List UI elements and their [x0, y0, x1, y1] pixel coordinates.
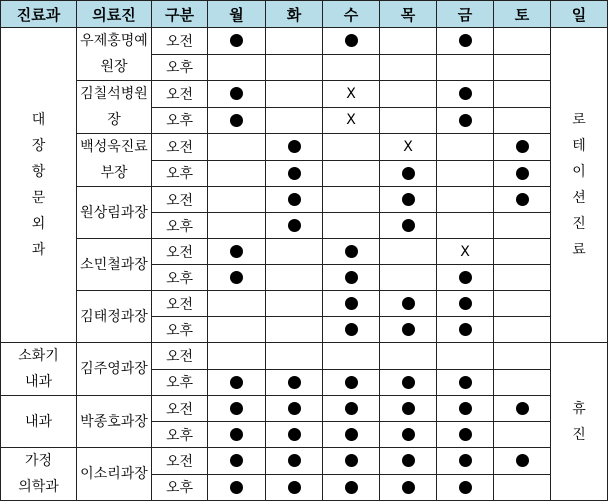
doctor-name	[77, 396, 152, 448]
sunday-rotation-line: 료	[572, 242, 586, 258]
schedule-cell-mon	[208, 396, 266, 422]
schedule-cell-fri	[437, 239, 494, 265]
schedule-cell-tue	[266, 187, 323, 213]
doctor-name	[77, 81, 152, 134]
available-dot-icon	[230, 245, 243, 258]
session-label: 오전	[152, 396, 208, 422]
available-dot-icon	[459, 481, 472, 494]
doctor-name-line: 김주영	[80, 361, 121, 377]
schedule-cell-fri	[437, 396, 494, 422]
doctor-name-line: 과장	[120, 413, 148, 430]
available-dot-icon	[230, 271, 243, 284]
available-dot-icon	[288, 193, 301, 206]
schedule-cell-thu	[380, 291, 437, 317]
department-name-line: 항	[31, 164, 46, 180]
schedule-cell-fri	[437, 448, 494, 475]
doctor-name	[77, 187, 152, 239]
schedule-row	[1, 343, 608, 370]
department-name	[1, 343, 77, 396]
schedule-cell-mon	[208, 369, 266, 396]
session-label: 오후	[152, 160, 208, 187]
available-dot-icon	[402, 193, 415, 206]
doctor-name-line: 박종호	[80, 413, 121, 430]
schedule-cell-sat	[494, 213, 551, 239]
available-dot-icon	[402, 481, 415, 494]
schedule-cell-mon	[208, 265, 266, 291]
schedule-cell-sat	[494, 265, 551, 291]
doctor-name-line: 소민철	[80, 256, 121, 273]
schedule-cell-wed	[323, 369, 380, 396]
available-dot-icon	[288, 428, 301, 441]
available-dot-icon	[288, 167, 301, 180]
schedule-cell-tue	[266, 396, 323, 422]
schedule-cell-wed	[323, 187, 380, 213]
schedule-cell-thu	[380, 369, 437, 396]
available-dot-icon	[459, 454, 472, 467]
schedule-cell-wed	[323, 343, 380, 370]
available-dot-icon	[288, 454, 301, 467]
schedule-cell-mon	[208, 28, 266, 55]
schedule-cell-wed	[323, 317, 380, 343]
schedule-cell-fri	[437, 28, 494, 55]
schedule-cell-mon	[208, 160, 266, 187]
available-dot-icon	[402, 402, 415, 415]
session-label: 오후	[152, 369, 208, 396]
sunday-closed-line: 휴	[572, 400, 586, 417]
schedule-cell-thu	[380, 343, 437, 370]
schedule-row	[1, 291, 608, 317]
schedule-cell-sat	[494, 422, 551, 448]
schedule-cell-tue	[266, 28, 323, 55]
schedule-cell-sat	[494, 369, 551, 396]
schedule-cell-sat	[494, 317, 551, 343]
schedule-cell-mon	[208, 448, 266, 475]
doctor-name-line: 이소리	[80, 466, 121, 482]
available-dot-icon	[459, 87, 472, 100]
available-dot-icon	[345, 271, 358, 284]
available-dot-icon	[230, 114, 243, 127]
doctor-name-line: 과장	[120, 256, 148, 273]
available-dot-icon	[345, 481, 358, 494]
available-dot-icon	[345, 323, 358, 336]
doctor-name	[77, 291, 152, 343]
unavailable-mark: X	[346, 112, 356, 129]
doctor-name-line: 진료부장	[100, 139, 148, 181]
session-label: 오후	[152, 422, 208, 448]
schedule-row	[1, 239, 608, 265]
available-dot-icon	[345, 428, 358, 441]
sunday-rotation	[551, 28, 608, 343]
available-dot-icon	[516, 167, 529, 180]
doctor-name-line: 김칠석	[80, 86, 121, 102]
session-label: 오후	[152, 107, 208, 134]
available-dot-icon	[345, 454, 358, 467]
department-name-line: 가정	[24, 453, 53, 469]
unavailable-mark: X	[403, 138, 413, 155]
schedule-cell-sat	[494, 396, 551, 422]
available-dot-icon	[230, 34, 243, 47]
schedule-cell-thu	[380, 448, 437, 475]
schedule-cell-fri	[437, 81, 494, 108]
schedule-cell-mon	[208, 317, 266, 343]
doctor-name-line: 김태정	[80, 308, 121, 325]
schedule-cell-tue	[266, 107, 323, 134]
available-dot-icon	[288, 376, 301, 389]
doctor-name-line: 과장	[120, 308, 148, 325]
schedule-cell-thu	[380, 396, 437, 422]
schedule-cell-fri	[437, 213, 494, 239]
available-dot-icon	[345, 245, 358, 258]
header-dept: 진료과	[1, 1, 77, 28]
schedule-cell-mon	[208, 107, 266, 134]
schedule-cell-thu	[380, 265, 437, 291]
header-wed: 수	[323, 1, 380, 28]
schedule-cell-mon	[208, 187, 266, 213]
doctor-name-line: 우제홍	[80, 33, 121, 49]
session-label: 오전	[152, 81, 208, 108]
schedule-cell-sat	[494, 134, 551, 161]
available-dot-icon	[230, 454, 243, 467]
available-dot-icon	[459, 114, 472, 127]
schedule-row	[1, 134, 608, 161]
session-label: 오전	[152, 343, 208, 370]
available-dot-icon	[459, 271, 472, 284]
header-fri: 금	[437, 1, 494, 28]
doctor-name-line: 백성욱	[80, 139, 121, 155]
doctor-name-line: 명예원장	[100, 33, 148, 75]
schedule-cell-wed	[323, 448, 380, 475]
doctor-name	[77, 343, 152, 396]
schedule-cell-mon	[208, 422, 266, 448]
department-name-line: 외	[31, 216, 46, 232]
session-label: 오전	[152, 28, 208, 55]
doctor-name	[77, 239, 152, 291]
schedule-cell-tue	[266, 134, 323, 161]
available-dot-icon	[345, 34, 358, 47]
department-name-line: 장	[31, 138, 46, 154]
schedule-cell-thu	[380, 213, 437, 239]
schedule-cell-wed	[323, 107, 380, 134]
header-row	[1, 1, 608, 28]
schedule-cell-mon	[208, 239, 266, 265]
schedule-cell-tue	[266, 160, 323, 187]
schedule-cell-tue	[266, 265, 323, 291]
department-name-line: 소화기	[18, 348, 59, 364]
schedule-cell-thu	[380, 81, 437, 108]
schedule-cell-tue	[266, 343, 323, 370]
schedule-cell-tue	[266, 54, 323, 81]
schedule-cell-thu	[380, 107, 437, 134]
header-session: 구분	[152, 1, 208, 28]
schedule-cell-sat	[494, 448, 551, 475]
available-dot-icon	[402, 428, 415, 441]
schedule-cell-sat	[494, 160, 551, 187]
schedule-cell-wed	[323, 213, 380, 239]
doctor-name-line: 과장	[120, 204, 148, 221]
schedule-cell-sat	[494, 291, 551, 317]
schedule-cell-tue	[266, 448, 323, 475]
available-dot-icon	[459, 297, 472, 310]
available-dot-icon	[459, 428, 472, 441]
schedule-cell-fri	[437, 317, 494, 343]
department-name-line: 대	[31, 112, 46, 128]
schedule-cell-fri	[437, 134, 494, 161]
schedule-cell-sat	[494, 239, 551, 265]
schedule-row	[1, 187, 608, 213]
schedule-cell-thu	[380, 422, 437, 448]
schedule-cell-wed	[323, 396, 380, 422]
schedule-cell-sat	[494, 81, 551, 108]
department-name-line: 의학과	[18, 479, 59, 495]
schedule-cell-wed	[323, 160, 380, 187]
available-dot-icon	[230, 481, 243, 494]
schedule-cell-fri	[437, 265, 494, 291]
schedule-cell-mon	[208, 81, 266, 108]
available-dot-icon	[230, 402, 243, 415]
header-tue: 화	[266, 1, 323, 28]
schedule-cell-tue	[266, 422, 323, 448]
schedule-cell-sat	[494, 343, 551, 370]
schedule-cell-wed	[323, 265, 380, 291]
available-dot-icon	[230, 428, 243, 441]
available-dot-icon	[345, 402, 358, 415]
schedule-cell-tue	[266, 239, 323, 265]
schedule-row	[1, 28, 608, 55]
schedule-cell-tue	[266, 291, 323, 317]
session-label: 오후	[152, 213, 208, 239]
schedule-cell-mon	[208, 343, 266, 370]
header-thu: 목	[380, 1, 437, 28]
schedule-cell-fri	[437, 343, 494, 370]
available-dot-icon	[459, 323, 472, 336]
schedule-body	[1, 28, 608, 501]
header-mon: 월	[208, 1, 266, 28]
doctor-name-line: 원상림	[80, 204, 121, 221]
schedule-row	[1, 81, 608, 108]
schedule-cell-fri	[437, 369, 494, 396]
session-label: 오전	[152, 239, 208, 265]
available-dot-icon	[230, 87, 243, 100]
sunday-rotation-line: 션	[572, 190, 586, 206]
sunday-closed-line: 진	[572, 426, 586, 443]
doctor-name-line: 과장	[120, 361, 148, 377]
schedule-cell-fri	[437, 160, 494, 187]
unavailable-mark: X	[460, 243, 470, 260]
available-dot-icon	[288, 402, 301, 415]
schedule-row	[1, 448, 608, 475]
available-dot-icon	[516, 140, 529, 153]
session-label: 오전	[152, 291, 208, 317]
schedule-cell-wed	[323, 28, 380, 55]
available-dot-icon	[402, 376, 415, 389]
schedule-cell-wed	[323, 422, 380, 448]
available-dot-icon	[288, 481, 301, 494]
sunday-rotation-line: 로	[572, 112, 586, 128]
header-sun: 일	[551, 1, 608, 28]
session-label: 오후	[152, 474, 208, 501]
available-dot-icon	[288, 140, 301, 153]
schedule-cell-sat	[494, 107, 551, 134]
available-dot-icon	[288, 219, 301, 232]
schedule-cell-wed	[323, 81, 380, 108]
available-dot-icon	[402, 297, 415, 310]
session-label: 오전	[152, 448, 208, 475]
session-label: 오후	[152, 317, 208, 343]
doctor-name-line: 과장	[120, 466, 148, 482]
schedule-cell-fri	[437, 422, 494, 448]
doctor-name	[77, 448, 152, 501]
available-dot-icon	[516, 454, 529, 467]
available-dot-icon	[402, 167, 415, 180]
available-dot-icon	[516, 402, 529, 415]
header-doctor: 의료진	[77, 1, 152, 28]
available-dot-icon	[402, 323, 415, 336]
schedule-cell-thu	[380, 54, 437, 81]
department-name	[1, 396, 77, 448]
doctor-name	[77, 134, 152, 187]
schedule-row	[1, 396, 608, 422]
schedule-cell-fri	[437, 107, 494, 134]
schedule-cell-thu	[380, 134, 437, 161]
schedule-cell-thu	[380, 317, 437, 343]
schedule-cell-sat	[494, 28, 551, 55]
schedule-cell-tue	[266, 81, 323, 108]
department-name-line: 내과	[24, 413, 53, 430]
session-label: 오전	[152, 134, 208, 161]
session-label: 오후	[152, 265, 208, 291]
schedule-cell-sat	[494, 54, 551, 81]
schedule-cell-mon	[208, 134, 266, 161]
available-dot-icon	[345, 376, 358, 389]
schedule-cell-mon	[208, 54, 266, 81]
department-name	[1, 448, 77, 501]
session-label: 오전	[152, 187, 208, 213]
available-dot-icon	[459, 34, 472, 47]
sunday-rotation-line: 테	[572, 138, 586, 154]
schedule-cell-wed	[323, 239, 380, 265]
available-dot-icon	[459, 376, 472, 389]
available-dot-icon	[230, 376, 243, 389]
department-name-line: 문	[31, 190, 46, 206]
available-dot-icon	[402, 219, 415, 232]
schedule-cell-fri	[437, 187, 494, 213]
schedule-cell-mon	[208, 213, 266, 239]
schedule-cell-fri	[437, 291, 494, 317]
doctor-name-line: 병원장	[107, 86, 148, 128]
schedule-cell-tue	[266, 213, 323, 239]
schedule-cell-wed	[323, 291, 380, 317]
schedule-cell-thu	[380, 187, 437, 213]
department-name	[1, 28, 77, 343]
available-dot-icon	[345, 297, 358, 310]
schedule-cell-sat	[494, 187, 551, 213]
header-sat: 토	[494, 1, 551, 28]
department-name-line: 내과	[24, 374, 53, 390]
doctor-name	[77, 28, 152, 81]
schedule-cell-fri	[437, 54, 494, 81]
sunday-rotation-line: 이	[572, 164, 586, 180]
sunday-closed	[551, 343, 608, 501]
schedule-cell-wed	[323, 54, 380, 81]
available-dot-icon	[459, 402, 472, 415]
available-dot-icon	[516, 193, 529, 206]
schedule-cell-thu	[380, 160, 437, 187]
session-label: 오후	[152, 54, 208, 81]
department-name-line: 과	[31, 242, 46, 258]
available-dot-icon	[402, 454, 415, 467]
schedule-cell-wed	[323, 134, 380, 161]
schedule-cell-mon	[208, 291, 266, 317]
schedule-cell-thu	[380, 28, 437, 55]
unavailable-mark: X	[346, 85, 356, 102]
schedule-cell-tue	[266, 369, 323, 396]
sunday-rotation-line: 진	[572, 216, 586, 232]
schedule-cell-tue	[266, 317, 323, 343]
schedule-cell-thu	[380, 239, 437, 265]
